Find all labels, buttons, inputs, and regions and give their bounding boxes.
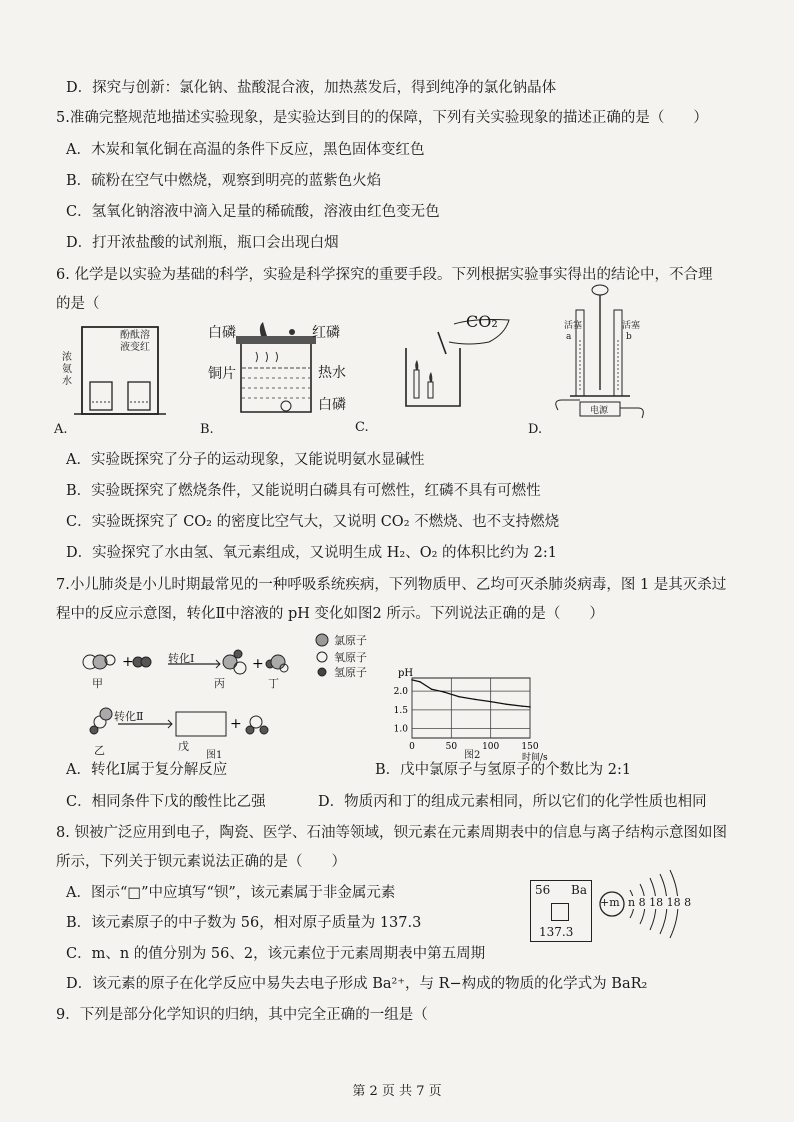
svg-text:+: + bbox=[122, 654, 134, 670]
q6-option-c: C．实验既探究了 CO₂ 的密度比空气大，又说明 CO₂ 不燃烧、也不支持燃烧 bbox=[66, 514, 560, 530]
x-tick-label: 0 bbox=[409, 742, 415, 752]
q6-stem-1: 6. 化学是以实验为基础的科学，实验是科学探究的重要手段。下列根据实验事实得出的结论中，不合理 bbox=[56, 267, 713, 283]
fig-b-red-phosphorus: 红磷 bbox=[312, 325, 340, 341]
svg-text:+: + bbox=[252, 656, 264, 672]
q7-stem-2: 程中的反应示意图，转化Ⅱ中溶液的 pH 变化如图2 所示。下列说法正确的是（ ） bbox=[56, 606, 604, 622]
fig7-jia: 甲 bbox=[92, 677, 103, 690]
fig-a-phenolphthalein-label: 酚酞溶液变红 bbox=[120, 330, 150, 353]
q6-stem-2: 的是（ bbox=[56, 296, 100, 312]
q8-option-d: D．该元素的原子在化学反应中易失去电子形成 Ba²⁺，与 R−构成的物质的化学式为 BaR₂ bbox=[66, 976, 648, 992]
q6-option-b: B．实验既探究了燃烧条件，又能说明白磷具有可燃性，红磷不具有可燃性 bbox=[66, 483, 541, 499]
q8-stem-1: 8. 钡被广泛应用到电子，陶瓷、医学、石油等领域，钡元素在元素周期表中的信息与离子结构示意图如图 bbox=[56, 825, 727, 841]
q6-option-a: A．实验既探究了分子的运动现象，又能说明氨水显碱性 bbox=[66, 452, 425, 468]
element-name-box bbox=[551, 903, 569, 921]
fig-b-hot-water: 热水 bbox=[318, 365, 346, 381]
legend-oxygen: 氧原子 bbox=[334, 651, 367, 664]
q5-stem: 5.准确完整规范地描述实验现象，是实验达到目的的保障，下列有关实验现象的描述正确的是（ ） bbox=[56, 110, 708, 126]
ph-data-point bbox=[419, 681, 421, 683]
fig-d-left-stopcock: 活塞 bbox=[564, 321, 583, 331]
q8-option-c: C．m、n 的值分别为 56、2，该元素位于元素周期表中第五周期 bbox=[66, 946, 486, 962]
atomic-mass: 137.3 bbox=[539, 925, 574, 939]
fig7-ding: 丁 bbox=[268, 677, 279, 690]
fig-label-a: A. bbox=[54, 422, 68, 437]
ph-data-point bbox=[490, 701, 492, 703]
y-tick-label: 2.0 bbox=[393, 687, 408, 698]
fig-d-right-stopcock: 活塞 bbox=[622, 321, 641, 331]
q6-figure-c bbox=[398, 312, 528, 422]
ph-data-point bbox=[411, 679, 413, 681]
fig7-yi: 乙 bbox=[94, 744, 105, 757]
fig-label-b: B. bbox=[200, 422, 214, 437]
fig-c-co2: CO₂ bbox=[466, 312, 498, 331]
fig-b-copper-sheet: 铜片 bbox=[208, 366, 236, 382]
x-axis-label: 时间/s bbox=[522, 753, 548, 763]
fig-label-c: C. bbox=[355, 420, 369, 435]
q5-option-b: B．硫粉在空气中燃烧，观察到明亮的蓝紫色火焰 bbox=[66, 173, 382, 189]
ph-data-point bbox=[443, 691, 445, 693]
fig7-wu: 戊 bbox=[178, 740, 189, 753]
legend-chlorine: 氯原子 bbox=[334, 634, 367, 647]
electron-shells: n 8 18 18 8 bbox=[628, 896, 692, 909]
fig7-conversion-2: 转化Ⅱ bbox=[114, 710, 144, 723]
q7-option-a: A．转化Ⅰ属于复分解反应 bbox=[66, 762, 228, 778]
ph-data-point bbox=[458, 696, 460, 698]
q8-stem-2: 所示，下列关于钡元素说法正确的是（ ） bbox=[56, 854, 346, 870]
q6-option-d: D．实验探究了水由氢、氧元素组成，又说明生成 H₂、O₂ 的体积比约为 2:1 bbox=[66, 545, 557, 561]
svg-text:+: + bbox=[230, 716, 242, 732]
barium-ion-structure bbox=[594, 870, 704, 950]
fig-d-power-supply: 电源 bbox=[590, 406, 609, 416]
fig-label-d: D. bbox=[528, 422, 543, 437]
q7-legend-icons bbox=[314, 632, 334, 682]
q7-stem-1: 7.小儿肺炎是小儿时期最常见的一种呼吸系统疾病，下列物质甲、乙均可灭杀肺炎病毒，图 1 是其灭杀过 bbox=[56, 577, 727, 593]
q7-option-d: D．物质丙和丁的组成元素相同，所以它们的化学性质也相同 bbox=[318, 794, 707, 810]
ph-data-point bbox=[529, 706, 531, 708]
ph-data-point bbox=[506, 703, 508, 705]
q9-stem: 9．下列是部分化学知识的归纳，其中完全正确的一组是（ bbox=[56, 1007, 428, 1023]
y-tick-label: 1.5 bbox=[393, 705, 408, 716]
q8-option-a: A．图示“□”中应填写“钡”，该元素属于非金属元素 bbox=[66, 885, 396, 901]
x-tick-label: 150 bbox=[521, 742, 539, 752]
q5-option-c: C．氢氧化钠溶液中滴入足量的稀硫酸，溶液由红色变无色 bbox=[66, 204, 440, 220]
fig7-conversion-1: 转化Ⅰ bbox=[168, 652, 195, 665]
q7-option-b: B．戊中氯原子与氢原子的个数比为 2:1 bbox=[375, 762, 632, 778]
q7-option-c: C．相同条件下戊的酸性比乙强 bbox=[66, 794, 266, 810]
fig-b-white-phosphorus-2: 白磷 bbox=[318, 397, 346, 413]
fig-b-white-phosphorus: 白磷 bbox=[208, 325, 236, 341]
q5-option-d: D．打开浓盐酸的试剂瓶，瓶口会出现白烟 bbox=[66, 235, 339, 251]
ph-series-line bbox=[412, 680, 530, 707]
x-tick-label: 100 bbox=[482, 742, 500, 752]
element-symbol: Ba bbox=[571, 883, 587, 897]
q5-option-a: A．木炭和氧化铜在高温的条件下反应，黑色固体变红色 bbox=[66, 142, 425, 158]
page-footer: 第 2 页 共 7 页 bbox=[352, 1084, 442, 1099]
fig7-bing: 丙 bbox=[214, 677, 225, 690]
legend-hydrogen: 氢原子 bbox=[334, 666, 367, 679]
q4-option-d: D．探究与创新：氯化钠、盐酸混合液，加热蒸发后，得到纯净的氯化钠晶体 bbox=[66, 80, 557, 96]
barium-element-cell bbox=[530, 880, 592, 942]
fig-d-electrode-b: b bbox=[626, 332, 632, 342]
x-tick-label: 50 bbox=[445, 742, 458, 752]
q8-option-b: B．该元素原子的中子数为 56，相对原子质量为 137.3 bbox=[66, 915, 422, 931]
y-tick-label: 1.0 bbox=[393, 724, 408, 735]
ph-data-point bbox=[474, 699, 476, 701]
fig7-figure-2-caption: 图2 bbox=[464, 750, 481, 761]
y-axis-label: pH bbox=[398, 668, 414, 679]
ph-data-point bbox=[521, 705, 523, 707]
ph-data-point bbox=[431, 688, 433, 690]
fig-a-ammonia-label: 浓氨水 bbox=[62, 352, 72, 387]
fig-d-electrode-a: a bbox=[566, 332, 572, 342]
fig7-figure-1-caption: 图1 bbox=[206, 750, 223, 761]
nucleus-charge: +m bbox=[600, 896, 620, 909]
atomic-number: 56 bbox=[535, 883, 551, 897]
